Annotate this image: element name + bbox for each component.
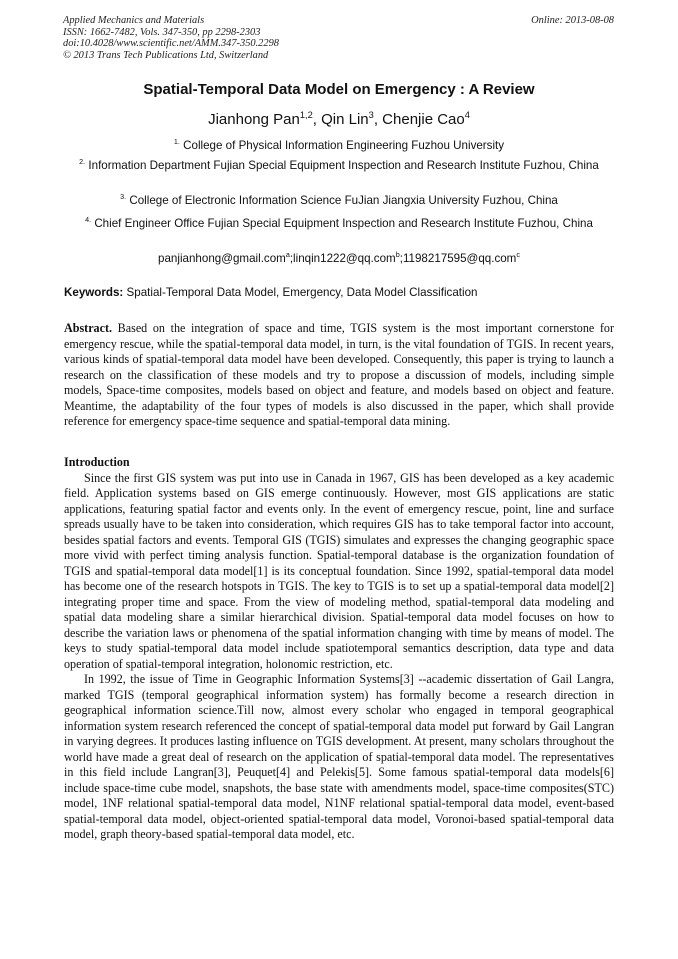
author-affiliation-mark: 1,2	[299, 110, 313, 120]
affiliation-text: College of Physical Information Engineering Fuzhou University	[183, 139, 505, 152]
journal-name: Applied Mechanics and Materials	[63, 15, 205, 26]
introduction-section	[64, 455, 614, 843]
section-heading: Introduction	[64, 455, 130, 469]
author-separator: ,	[373, 111, 383, 128]
author-name: Jianhong Pan	[208, 111, 300, 128]
abstract-section	[64, 321, 614, 430]
affiliation-number: 4.	[85, 215, 92, 225]
abstract-label: Abstract.	[64, 321, 113, 335]
affiliation	[64, 138, 614, 153]
affiliation-number: 3.	[120, 192, 127, 202]
body-paragraph: Since the first GIS system was put into use in Canada in 1967, GIS has been developed as a key academic field. Application systems based on GIS emerge continuously. However, most GIS applications are static applications, featuring spatial factor and events only. In the event of emergency rescue, point, line and surface spreads usually have to be taken into consideration, which requires GIS has to take temporal factor into account, besides spatial factors and events. Temporal GIS (TGIS) simulates and expresses the changing geographic space more vivid with perfect timing analysis function. Spatial-temporal database is the organization foundation of TGIS and spatial-temporal data model[1] is its conceptual foundation. Since 1992, spatial-temporal data model has become one of the research hotspots in TGIS. The key to TGIS is to set up a spatial-temporal data model[2] integrating proper time and space. From the view of modeling method, spatial-temporal data modeling and spatial data modeling share a similar hierarchical division. Spatial-temporal data model focuses on how to describe the variation laws or phenomena of the spatial information changing with time by means of model. The keys to study spatial-temporal data model include spatiotemporal semantics description, data type and data operation of spatial-temporal integration, holonomic restriction, etc.	[64, 470, 614, 671]
author-affiliation-mark: 4	[464, 110, 470, 120]
email-mark: c	[516, 250, 520, 260]
author-affiliation-mark: 3	[368, 110, 374, 120]
email-separator: ;	[399, 252, 403, 265]
affiliation-number: 1.	[173, 137, 180, 147]
affiliation	[64, 158, 614, 173]
journal-header	[63, 15, 279, 61]
author-name: Chenjie Cao	[382, 111, 465, 128]
paper-title: Spatial-Temporal Data Model on Emergency : A Review	[143, 81, 535, 98]
keywords-text: Spatial-Temporal Data Model, Emergency, Data Model Classification	[126, 286, 478, 299]
author-separator: ,	[312, 111, 322, 128]
affiliation-text: College of Electronic Information Science FuJian Jiangxia University Fuzhou, China	[129, 194, 558, 207]
online-date: Online: 2013-08-08	[531, 15, 614, 26]
author-name: Qin Lin	[321, 111, 369, 128]
keywords	[64, 286, 478, 299]
doi-line: doi:10.4028/www.scientific.net/AMM.347-350.2298	[63, 38, 279, 50]
email-address: 1198217595@qq.com	[402, 252, 517, 265]
email-mark: b	[395, 250, 400, 260]
copyright-line: © 2013 Trans Tech Publications Ltd, Switzerland	[63, 49, 269, 61]
affiliation-text: Chief Engineer Office Fujian Special Equipment Inspection and Research Institute Fuzhou, China	[94, 217, 593, 230]
email-address: linqin1222@qq.com	[293, 252, 396, 265]
abstract-paragraph	[64, 321, 614, 430]
email-separator: ;	[289, 252, 294, 265]
email-mark: a	[285, 250, 290, 260]
email-list	[0, 252, 678, 265]
affiliation	[64, 193, 614, 208]
affiliation-text: Information Department Fujian Special Equipment Inspection and Research Institute Fuzhou, China	[88, 159, 599, 172]
keywords-label: Keywords:	[64, 286, 124, 299]
body-paragraph: In 1992, the issue of Time in Geographic Information Systems[3] --academic dissertation of Gail Langra, marked TGIS (temporal geographical information system) has formally become a research direction in geographical information science.Till now, almost every scholar who engaged in temporal geographical information system research referenced the concept of spatial-temporal data model put forward by Gail Langran in varying degrees. It produces lasting influence on TGIS development. At present, many scholars throughout the world have made a great deal of research on the application of spatial-temporal data model. The representatives in this field include Langran[3], Peuquet[4] and Pelekis[5]. Some famous spatial-temporal data models[6] include space-time cube model, snapshots, the base state with amendments model, space-time composites(STC) model, 1NF relational spatial-temporal data model, N1NF relational spatial-temporal data model, event-based spatial-temporal data model, object-oriented spatial-temporal data model, Voronoi-based spatial-temporal data model, graph theory-based spatial-temporal data model, etc.	[64, 672, 614, 841]
issn-line: ISSN: 1662-7482, Vols. 347-350, pp 2298-2303	[63, 26, 261, 38]
affiliation	[64, 216, 614, 231]
affiliation-number: 2.	[79, 157, 86, 167]
email-address: panjianhong@gmail.com	[158, 252, 286, 265]
abstract-text: Based on the integration of space and time, TGIS system is the most important cornerstone for emergency rescue, while the spatial-temporal data model, in turn, is the vital foundation of TGIS. In recent years, various kinds of spatial-temporal data model have been developed. Consequently, this paper is trying to launch a research on the classification of these models and try to propose a discussion of models, including simple models, Space-time composites, models based on object and feature, and models based on object and feature. Meantime, the adaptability of the four types of models is also discussed in the paper, which shall provide reference for emergency space-time sequence and spatial-temporal data mining.	[64, 321, 614, 428]
author-list	[0, 111, 678, 128]
